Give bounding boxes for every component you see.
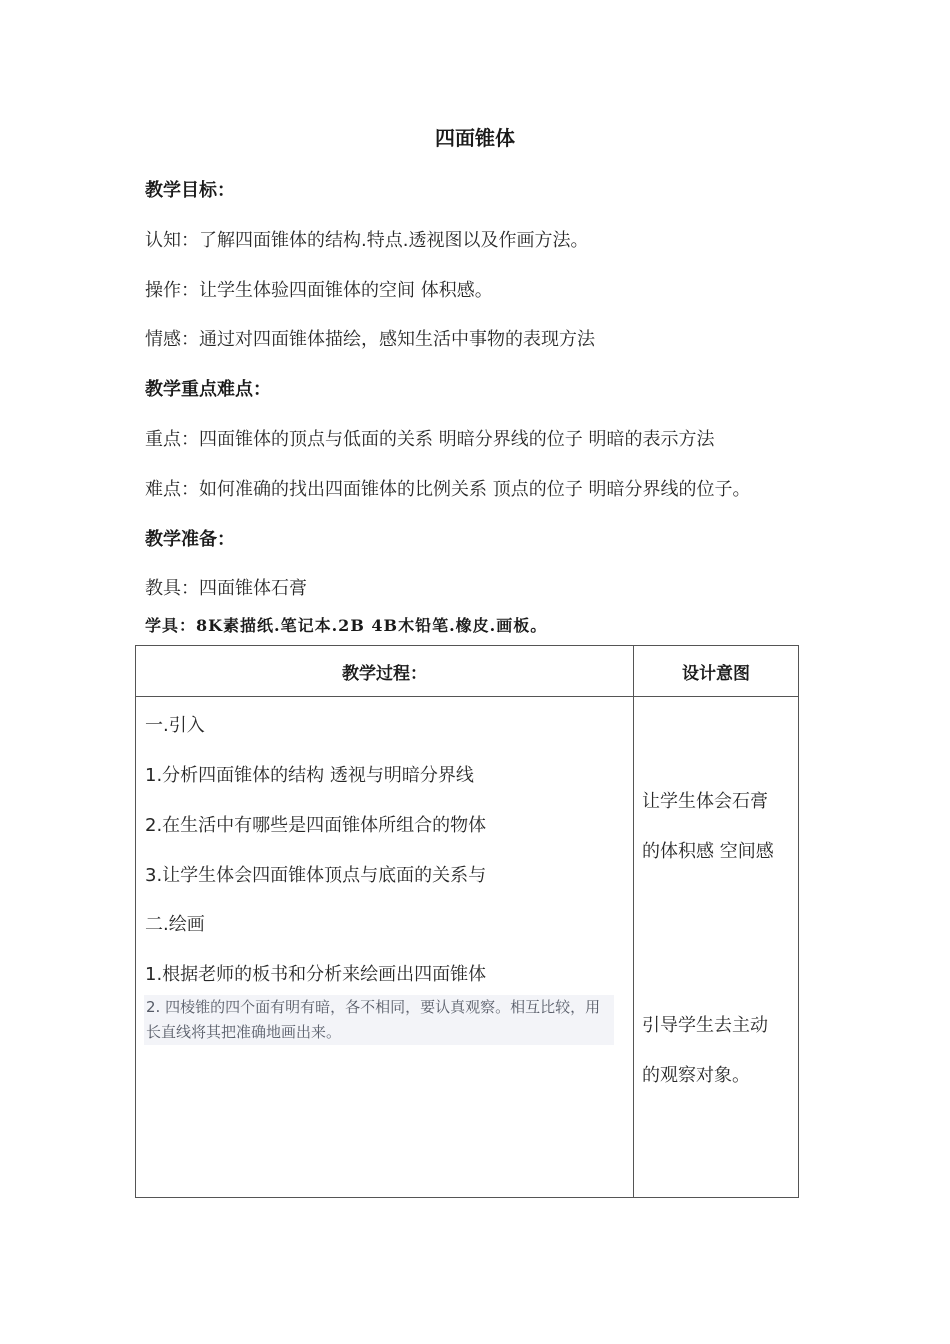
section-heading-preparation: 教学准备： bbox=[145, 529, 235, 550]
process-line: 3.让学生体会四面锥体顶点与底面的关系与 bbox=[145, 865, 487, 886]
key-point: 重点：四面锥体的顶点与低面的关系 明暗分界线的位子 明暗的表示方法 bbox=[145, 429, 715, 450]
difficult-point: 难点：如何准确的找出四面锥体的比例关系 顶点的位子 明暗分界线的位子。 bbox=[145, 479, 751, 500]
table-body-row bbox=[136, 697, 799, 1198]
header-process: 教学过程： bbox=[136, 646, 634, 697]
process-note: 2. 四棱锥的四个面有明有暗，各不相同，要认真观察。相互比较，用长直线将其把准确地画出来。 bbox=[144, 995, 614, 1045]
objective-cognitive: 认知：了解四面锥体的结构.特点.透视图以及作画方法。 bbox=[145, 230, 589, 251]
design-note: 的观察对象。 bbox=[642, 1065, 750, 1086]
process-line: 1.根据老师的板书和分析来绘画出四面锥体 bbox=[145, 964, 487, 985]
teaching-aids: 教具：四面锥体石膏 bbox=[145, 578, 307, 599]
table-header-row bbox=[136, 646, 799, 697]
design-note: 让学生体会石膏 bbox=[642, 791, 768, 812]
process-line: 一.引入 bbox=[145, 715, 205, 736]
section-heading-key-points: 教学重点难点： bbox=[145, 379, 271, 400]
teaching-process-table bbox=[135, 645, 799, 1198]
process-line: 1.分析四面锥体的结构 透视与明暗分界线 bbox=[145, 765, 474, 786]
header-design-intent: 设计意图 bbox=[634, 646, 799, 697]
process-line: 二.绘画 bbox=[145, 914, 205, 935]
design-note: 引导学生去主动 bbox=[642, 1015, 768, 1036]
section-heading-objectives: 教学目标： bbox=[145, 180, 235, 201]
objective-emotion: 情感：通过对四面锥体描绘，感知生活中事物的表现方法 bbox=[145, 329, 595, 350]
process-line: 2.在生活中有哪些是四面锥体所组合的物体 bbox=[145, 815, 487, 836]
objective-operation: 操作：让学生体验四面锥体的空间 体积感。 bbox=[145, 280, 493, 301]
design-intent-cell bbox=[634, 697, 799, 1198]
student-supplies: 学具：8K素描纸.笔记本.2B 4B木铅笔.橡皮.画板。 bbox=[145, 616, 548, 635]
process-cell bbox=[136, 697, 634, 1198]
design-note: 的体积感 空间感 bbox=[642, 841, 774, 862]
document-title: 四面锥体 bbox=[435, 126, 515, 150]
